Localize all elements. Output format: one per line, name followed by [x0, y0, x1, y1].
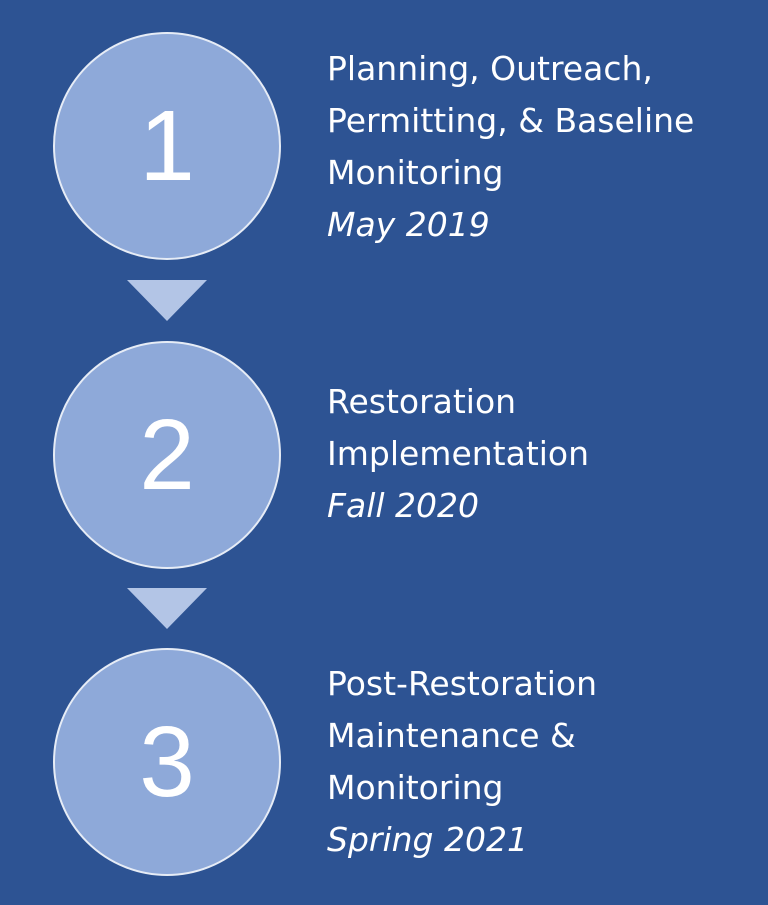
step-3-title-line-2: Maintenance & — [327, 716, 576, 755]
step-1-title-line-1: Planning, Outreach, — [327, 49, 653, 88]
step-3-number: 3 — [139, 706, 195, 818]
down-arrow-icon — [127, 280, 207, 321]
step-2-circle — [53, 341, 281, 569]
step-2-title-line-1: Restoration — [327, 382, 517, 421]
step-1-circle — [53, 32, 281, 260]
step-3-text — [327, 658, 597, 866]
step-2-text — [327, 376, 589, 532]
step-1-number: 1 — [139, 90, 195, 202]
step-2-title-line-2: Implementation — [327, 434, 590, 473]
step-1-title-line-2: Permitting, & Baseline — [327, 101, 695, 140]
step-3-title-line-1: Post-Restoration — [327, 664, 598, 703]
down-arrow-icon — [127, 588, 207, 629]
step-3-circle — [53, 648, 281, 876]
step-1-text — [327, 43, 694, 251]
step-2-date: Fall 2020 — [327, 486, 480, 525]
step-1-title-line-3: Monitoring — [327, 153, 504, 192]
step-2-number: 2 — [139, 399, 195, 511]
step-3-title-line-3: Monitoring — [327, 768, 504, 807]
step-3-date: Spring 2021 — [327, 820, 528, 859]
step-1-date: May 2019 — [327, 205, 490, 244]
